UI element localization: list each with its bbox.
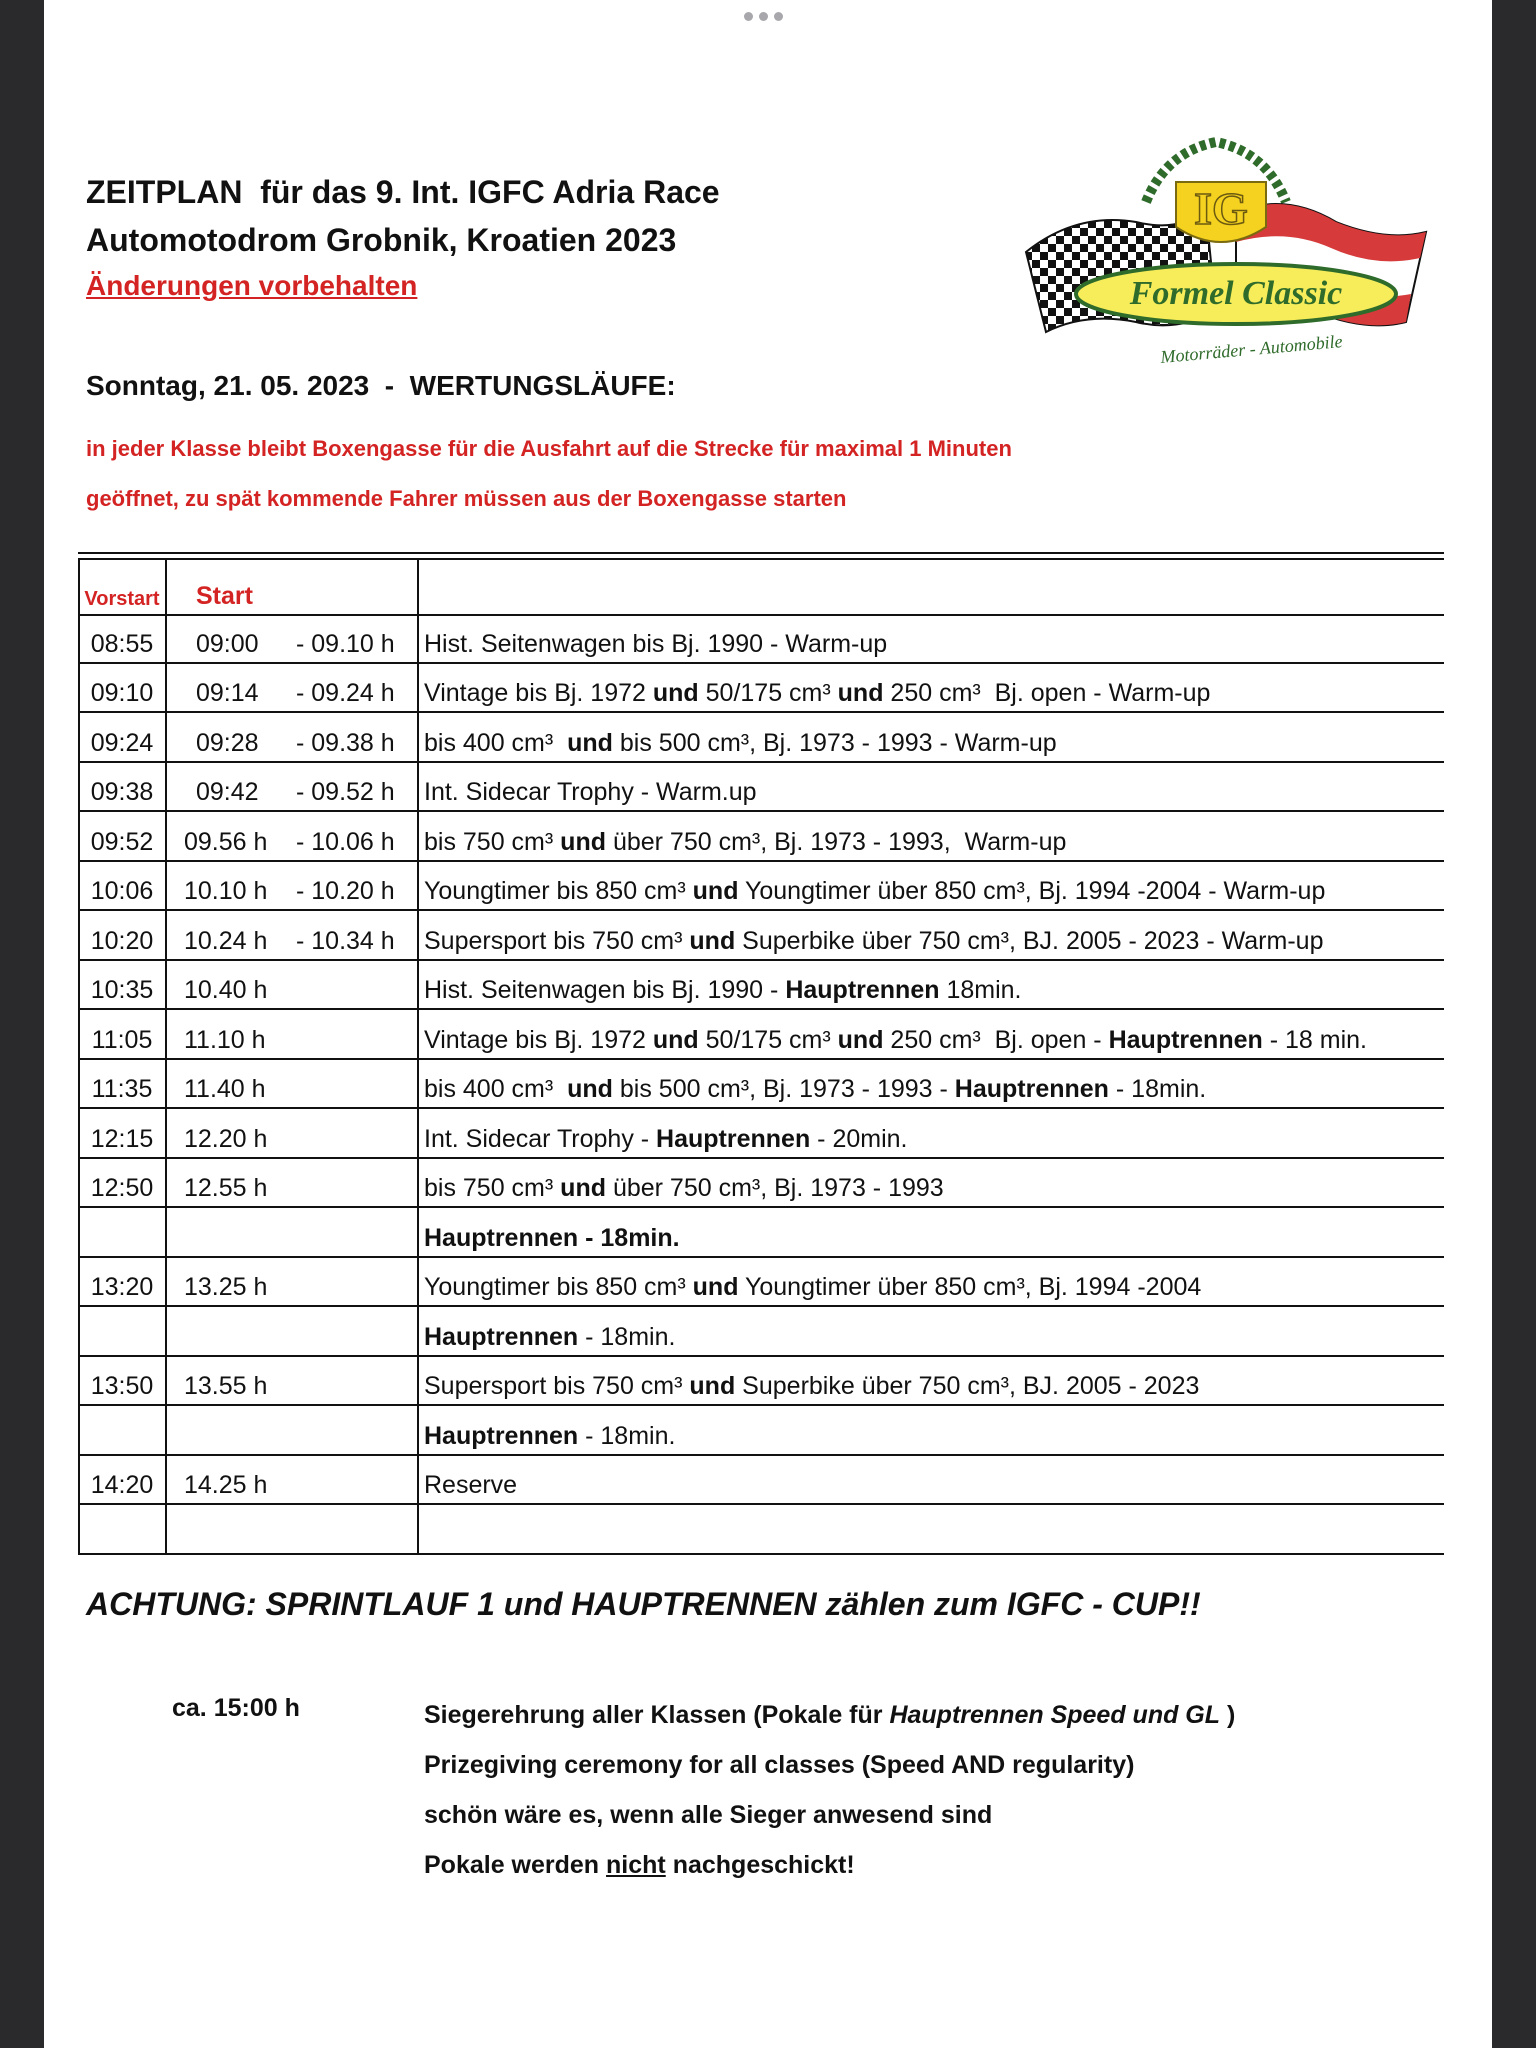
race-description: Int. Sidecar Trophy - Warm.up [424,778,757,806]
start-value: 09:00 [196,629,259,658]
header-description [418,560,1444,614]
table-row [78,1307,1444,1357]
title-line-1: ZEITPLAN für das 9. Int. IGFC Adria Race [86,174,720,210]
vorstart-time: 14:20 [90,1471,154,1499]
start-time [166,1505,418,1553]
race-description [418,1505,1444,1553]
vorstart-time: 11:35 [91,1075,153,1103]
column-divider [417,558,419,1555]
table-row [78,1010,1444,1060]
start-time [166,1456,418,1504]
logo-name: Formel Classic [1129,275,1343,312]
start-value: 09:42 [196,778,259,806]
start-time [166,1258,418,1306]
end-time: - 09.24 h [296,679,395,707]
start-time [166,763,418,811]
vorstart-time: 12:15 [90,1124,154,1153]
vorstart-time: 13:20 [90,1273,154,1301]
title-line-2: Automotodrom Grobnik, Kroatien 2023 [86,222,677,258]
table-row [78,713,1444,763]
start-value: 13.55 h [184,1372,268,1400]
end-time: - 10.20 h [296,877,395,905]
end-time: - 09.52 h [296,778,395,806]
end-time: - 09.38 h [296,728,395,757]
start-value: 12.20 h [184,1124,268,1153]
start-time [166,1010,418,1058]
pitlane-note-line-2: geöffnet, zu spät kommende Fahrer müssen aus der Boxengasse starten [86,486,847,511]
cup-notice: ACHTUNG: SPRINTLAUF 1 und HAUPTRENNEN zählen zum IGFC - CUP!! [86,1586,1201,1622]
start-time [166,1357,418,1405]
table-row [78,862,1444,912]
vorstart-time: 10:06 [90,877,154,905]
ceremony-line-2: Prizegiving ceremony for all classes (Speed AND regularity) [424,1751,1135,1779]
table-row [78,1208,1444,1258]
table-row [78,1159,1444,1209]
start-time [166,1159,418,1207]
vorstart-time: 09:24 [90,728,154,757]
table-row [78,763,1444,813]
vorstart-time [78,1208,166,1256]
table-top-rule [78,552,1444,554]
vorstart-time [78,1307,166,1355]
table-row [78,1406,1444,1456]
vorstart-time: 10:35 [90,976,154,1004]
document-page [44,0,1492,2048]
vorstart-time: 11:05 [91,1025,153,1054]
table-row [78,1505,1444,1555]
start-value: 14.25 h [184,1471,268,1499]
ceremony-line-4: Pokale werden nicht nachgeschickt! [424,1851,855,1879]
start-time [166,961,418,1009]
race-description: Hist. Seitenwagen bis Bj. 1990 - Warm-up [424,629,888,658]
ceremony-line-3: schön wäre es, wenn alle Sieger anwesend sind [424,1801,993,1829]
start-value: 13.25 h [184,1273,268,1301]
table-row [78,664,1444,714]
changes-notice: Änderungen vorbehalten [86,270,418,301]
vorstart-time: 08:55 [90,629,154,658]
start-time [166,1109,418,1157]
race-description: Hauptrennen - 18min. [424,1322,676,1351]
start-time [166,1208,418,1256]
vorstart-time: 09:38 [90,778,154,806]
vorstart-time: 13:50 [90,1372,154,1400]
table-row [78,961,1444,1011]
start-value: 11.40 h [184,1075,266,1103]
table-row [78,1258,1444,1308]
race-description: bis 400 cm³ und bis 500 cm³, Bj. 1973 - 1993 - Hauptrennen - 18min. [424,1075,1207,1103]
table-row [78,812,1444,862]
start-time [166,664,418,712]
vorstart-time: 12:50 [90,1174,154,1202]
vorstart-time [78,1505,166,1553]
start-value: 10.40 h [184,976,268,1004]
schedule-title [86,168,720,264]
logo-letters: IG [1194,183,1248,234]
end-time: - 09.10 h [296,629,395,658]
pitlane-note-line-1: in jeder Klasse bleibt Boxengasse für die Ausfahrt auf die Strecke für maximal 1 Minuten [86,436,1012,461]
start-value: 12.55 h [184,1174,268,1202]
race-description: Vintage bis Bj. 1972 und 50/175 cm³ und 250 cm³ Bj. open - Warm-up [424,679,1211,707]
table-row [78,1060,1444,1110]
race-description: Int. Sidecar Trophy - Hauptrennen - 20min. [424,1124,908,1153]
start-time [166,1307,418,1355]
table-header-row [78,558,1444,616]
more-options-icon[interactable] [744,12,783,21]
vorstart-time: 10:20 [90,926,154,955]
start-time [166,911,418,959]
column-divider [165,558,167,1555]
vorstart-time: 09:52 [90,827,154,856]
start-value: 11.10 h [184,1025,266,1054]
race-description: Youngtimer bis 850 cm³ und Youngtimer über 850 cm³, Bj. 1994 -2004 - Warm-up [424,877,1326,905]
day-heading: Sonntag, 21. 05. 2023 - WERTUNGSLÄUFE: [86,370,676,401]
race-description: bis 750 cm³ und über 750 cm³, Bj. 1973 - 1993, Warm-up [424,827,1067,856]
race-description: Supersport bis 750 cm³ und Superbike über 750 cm³, BJ. 2005 - 2023 - Warm-up [424,926,1324,955]
race-description: bis 750 cm³ und über 750 cm³, Bj. 1973 - 1993 [424,1174,944,1202]
start-time [166,713,418,761]
start-value: 10.10 h [184,877,268,905]
header-vorstart: Vorstart [84,588,160,610]
vorstart-time: 09:10 [90,679,154,707]
start-time [166,862,418,910]
ceremony-text [424,1690,1235,1890]
start-value: 10.24 h [184,926,268,955]
race-description: Hauptrennen - 18min. [424,1223,680,1252]
ceremony-line-1: Siegerehrung aller Klassen (Pokale für Hauptrennen Speed und GL ) [424,1701,1236,1729]
start-value: 09.56 h [184,827,268,856]
end-time: - 10.06 h [296,827,395,856]
end-time: - 10.34 h [296,926,395,955]
igfc-logo [1016,132,1436,372]
table-row [78,614,1444,664]
start-time [166,1060,418,1108]
start-value: 09:14 [196,679,259,707]
start-value: 09:28 [196,728,259,757]
race-description: Vintage bis Bj. 1972 und 50/175 cm³ und 250 cm³ Bj. open - Hauptrennen - 18 min. [424,1025,1367,1054]
race-description: bis 400 cm³ und bis 500 cm³, Bj. 1973 - 1993 - Warm-up [424,728,1057,757]
header-start: Start [196,582,253,610]
start-time [166,812,418,860]
race-description: Youngtimer bis 850 cm³ und Youngtimer über 850 cm³, Bj. 1994 -2004 [424,1273,1202,1301]
table-row [78,911,1444,961]
logo-tagline: Motorräder - Automobile [1159,331,1344,367]
table-row [78,1109,1444,1159]
vorstart-time [78,1406,166,1454]
start-time [166,614,418,662]
column-divider [78,558,80,1555]
race-description: Hist. Seitenwagen bis Bj. 1990 - Hauptrennen 18min. [424,976,1022,1004]
pitlane-note [86,424,1012,524]
ceremony-time: ca. 15:00 h [172,1694,300,1722]
table-row [78,1456,1444,1506]
race-description: Reserve [424,1471,518,1499]
race-description: Supersport bis 750 cm³ und Superbike über 750 cm³, BJ. 2005 - 2023 [424,1372,1200,1400]
table-row [78,1357,1444,1407]
race-description: Hauptrennen - 18min. [424,1421,676,1450]
start-time [166,1406,418,1454]
